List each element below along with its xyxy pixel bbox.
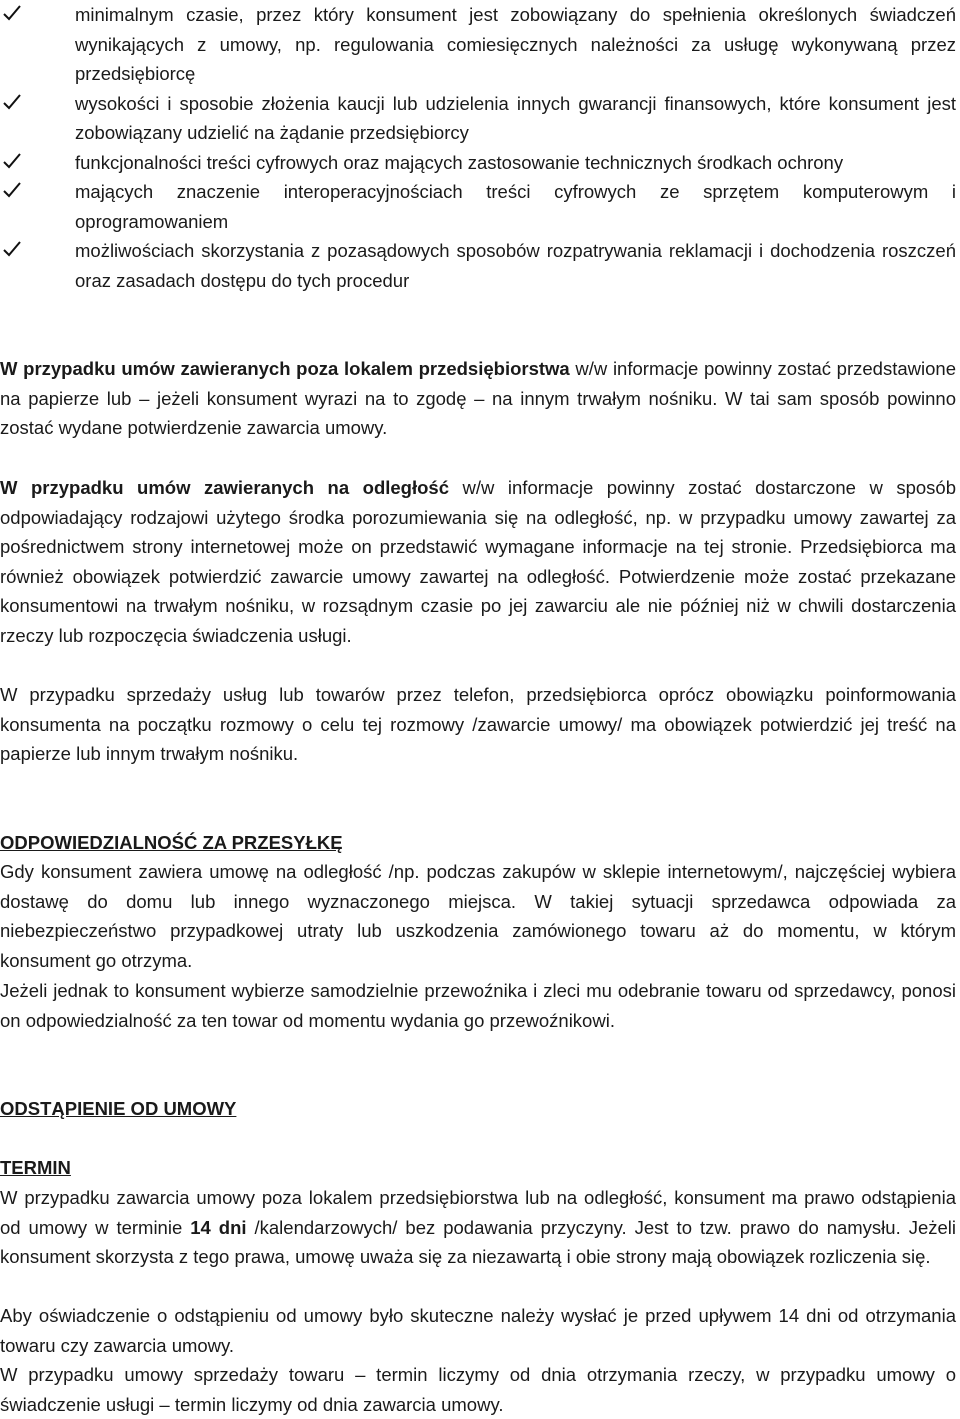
checklist-item-text: mających znaczenie interoperacyjnościach treści cyfrowych ze sprzętem komputerowym i oprogramowaniem — [75, 181, 956, 232]
section-heading-withdrawal: ODSTĄPIENIE OD UMOWY — [0, 1098, 237, 1119]
paragraph-distance-contracts — [0, 473, 956, 651]
paragraph-text: /kalendarzowych/ bez podawania przyczyny. Jest to tzw. prawo do namysłu. Jeżeli konsument skorzysta z tego prawa, umowę uważa się za niezawartą i obie strony mają obowiązek rozliczenia się. — [0, 1216, 956, 1268]
paragraph-text: w/w informacje powinny zostać dostarczone w sposób odpowiadający rodzajowi użytego środka porozumiewania się na odległość, np. w przypadku umowy zawartej za pośrednictwem strony internetowej może on przedstawić wymagane informacje na tej stronie. Przedsiębiorca ma również obowiązek potwierdzić zawarcie umowy zawartej na odległość. Potwierdzenie może zostać przekazane konsumentowi na trwałym nośniku, w rozsądnym czasie po jej zawarciu ale nie później niż w chwili dostarczenia rzeczy lub rozpoczęcia świadczenia usługi. — [0, 477, 956, 646]
checkmark-icon — [3, 4, 21, 22]
section-heading-responsibility: ODPOWIEDZIALNOŚĆ ZA PRZESYŁKĘ — [0, 832, 343, 853]
paragraph-text: W przypadku zawarcia umowy poza lokalem przedsiębiorstwa lub na odległość, konsument ma prawo odstąpienia od umowy w terminie — [0, 1187, 956, 1238]
checklist-item — [0, 236, 960, 295]
checklist-item-text: funkcjonalności treści cyfrowych oraz mających zastosowanie technicznych środkach ochrony — [75, 151, 844, 173]
checklist-item-text: możliwościach skorzystania z pozasądowych sposobów rozpatrywania reklamacji i dochodzenia roszczeń oraz zasadach dostępu do tych procedur — [75, 240, 956, 291]
paragraph-text: w/w informacje powinny zostać przedstawione na papierze lub – jeżeli konsument wyrazi na to zgodę – na innym trwałym nośniku. W tai sam sposób powinno zostać wydane potwierdzenie zawarcia umowy. — [0, 358, 956, 439]
checklist-item — [0, 148, 960, 178]
paragraph-delivery-risk: Gdy konsument zawiera umowę na odległość /np. podczas zakupów w sklepie internetowym/, najczęściej wybiera dostawę do domu lub innego wyznaczonego miejsca. W takiej sytuacji sprzedawca odpowiada za niebezpieczeństwo przypadkowej utraty lub uszkodzenia zamówionego towaru aż do momentu, w którym konsument go otrzyma. — [0, 861, 956, 971]
checklist-item — [0, 177, 960, 236]
checkmark-icon — [3, 152, 21, 170]
checklist-item — [0, 0, 960, 89]
paragraph-offsite-contracts — [0, 354, 956, 443]
paragraph-term-counting: W przypadku umowy sprzedaży towaru – termin liczymy od dnia otrzymania rzeczy, w przypadku umowy o świadczenie usługi – termin liczymy od dnia zawarcia umowy. — [0, 1364, 956, 1415]
checklist-item-text: minimalnym czasie, przez który konsument jest zobowiązany do spełnienia określonych świadczeń wynikających z umowy, np. regulowania comiesięcznych należności za usługę wykonywaną przez przedsiębiorcę — [75, 4, 956, 84]
paragraph-withdrawal-deadline: Aby oświadczenie o odstąpieniu od umowy było skuteczne należy wysłać je przed upływem 14 dni od otrzymania towaru czy zawarcia umowy. — [0, 1305, 956, 1356]
checklist — [0, 0, 960, 295]
checklist-item — [0, 89, 960, 148]
paragraph-withdrawal-right — [0, 1183, 956, 1272]
paragraph-bold-lead: W przypadku umów zawieranych na odległość — [0, 477, 449, 498]
checkmark-icon — [3, 240, 21, 258]
deadline-emphasis: 14 dni — [190, 1216, 247, 1238]
checkmark-icon — [3, 181, 21, 199]
paragraph-phone-sales: W przypadku sprzedaży usług lub towarów przez telefon, przedsiębiorca oprócz obowiązku poinformowania konsumenta na początku rozmowy o celu tej rozmowy /zawarcie umowy/ ma obowiązek potwierdzić jej treść na papierze lub innym trwałym nośniku. — [0, 684, 956, 765]
checkmark-icon — [3, 93, 21, 111]
section-heading-term: TERMIN — [0, 1157, 71, 1178]
paragraph-own-carrier: Jeżeli jednak to konsument wybierze samodzielnie przewoźnika i zleci mu odebranie towaru od sprzedawcy, ponosi on odpowiedzialność za ten towar od momentu wydania go przewoźnikowi. — [0, 980, 956, 1031]
checklist-item-text: wysokości i sposobie złożenia kaucji lub udzielenia innych gwarancji finansowych, które konsument jest zobowiązany udzielić na żądanie przedsiębiorcy — [75, 92, 956, 143]
paragraph-bold-lead: W przypadku umów zawieranych poza lokalem przedsiębiorstwa — [0, 358, 570, 379]
